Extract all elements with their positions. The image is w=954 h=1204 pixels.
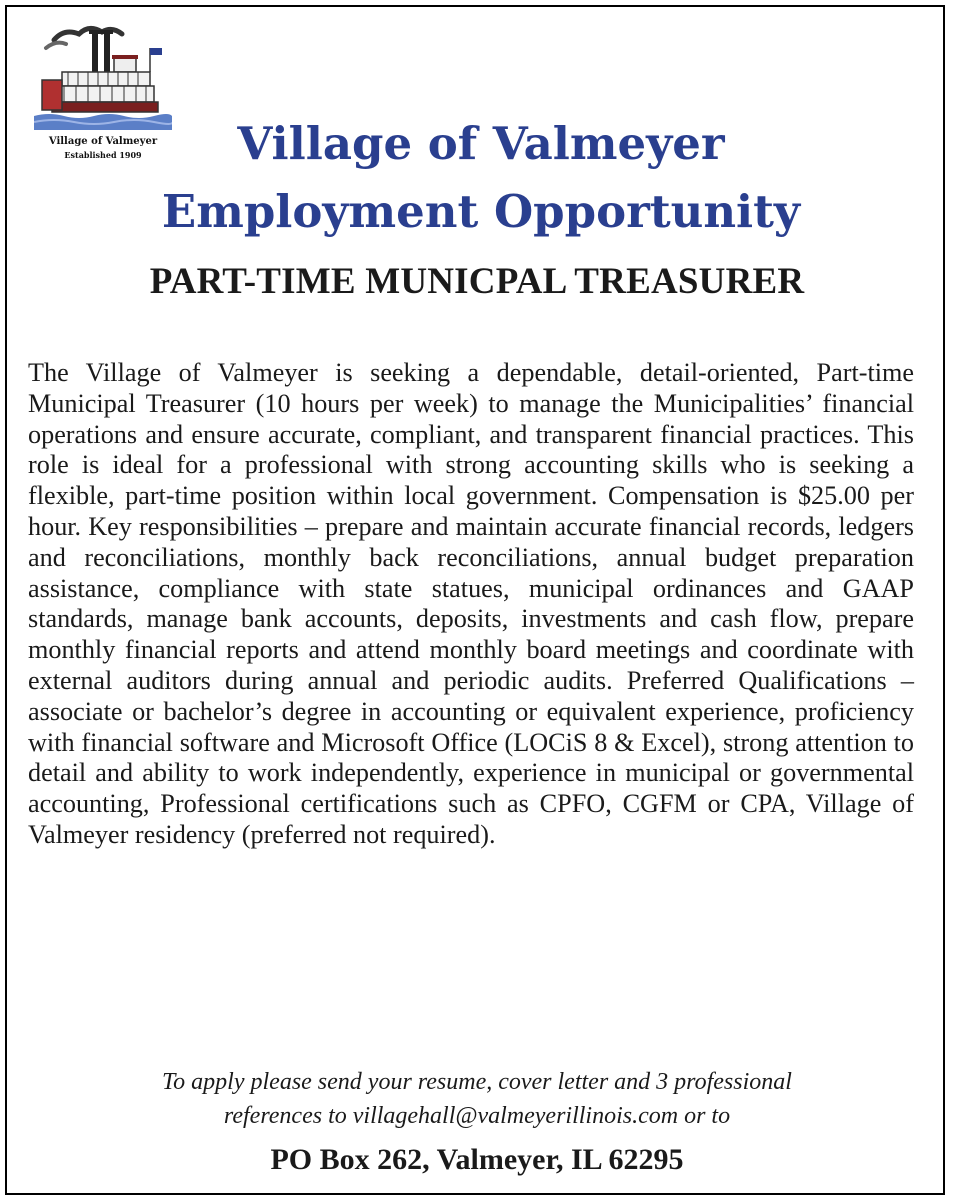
mailing-address: PO Box 262, Valmeyer, IL 62295 — [270, 1143, 684, 1176]
logo-established: Established 1909 — [64, 150, 142, 160]
job-description: The Village of Valmeyer is seeking a dependable, detail-oriented, Part-time Municipal Treasurer (10 hours per week) to manage the Municipalities’ financial operations and ensure accurate, compliant, and transparent financial practices. This role is ideal for a professional with strong accounting skills who is seeking a flexible, part-time position within local government. Compensation is $25.00 per hour. Key responsibilities – prepare and maintain accurate financial records, ledgers and reconciliations, monthly back reconciliations, annual budget preparation assistance, compliance with state statues, municipal ordinances and GAAP standards, manage bank accounts, deposits, investments and cash flow, prepare monthly financial reports and attend monthly board meetings and coordinate with external auditors during annual and periodic audits. Preferred Qualifications – associate or bachelor’s degree in accounting or equivalent experience, proficiency with financial software and Microsoft Office (LOCiS 8 & Excel), strong attention to detail and ability to work independently, experience in municipal or governmental accounting, Professional certifications such as CPFO, CGFM or CPA, Village of Valmeyer residency (preferred not required). — [28, 358, 914, 849]
apply-line-1: To apply please send your resume, cover letter and 3 professional — [162, 1069, 792, 1095]
title-line-1: Village of Valmeyer — [237, 117, 725, 170]
apply-line-2: references to villagehall@valmeyerillinois.com or to — [223, 1103, 731, 1129]
logo-village-name: Village of Valmeyer — [48, 136, 158, 147]
apply-instructions — [0, 1065, 954, 1133]
job-title: PART-TIME MUNICPAL TREASURER — [149, 261, 805, 302]
title-line-2: Employment Opportunity — [161, 185, 801, 238]
